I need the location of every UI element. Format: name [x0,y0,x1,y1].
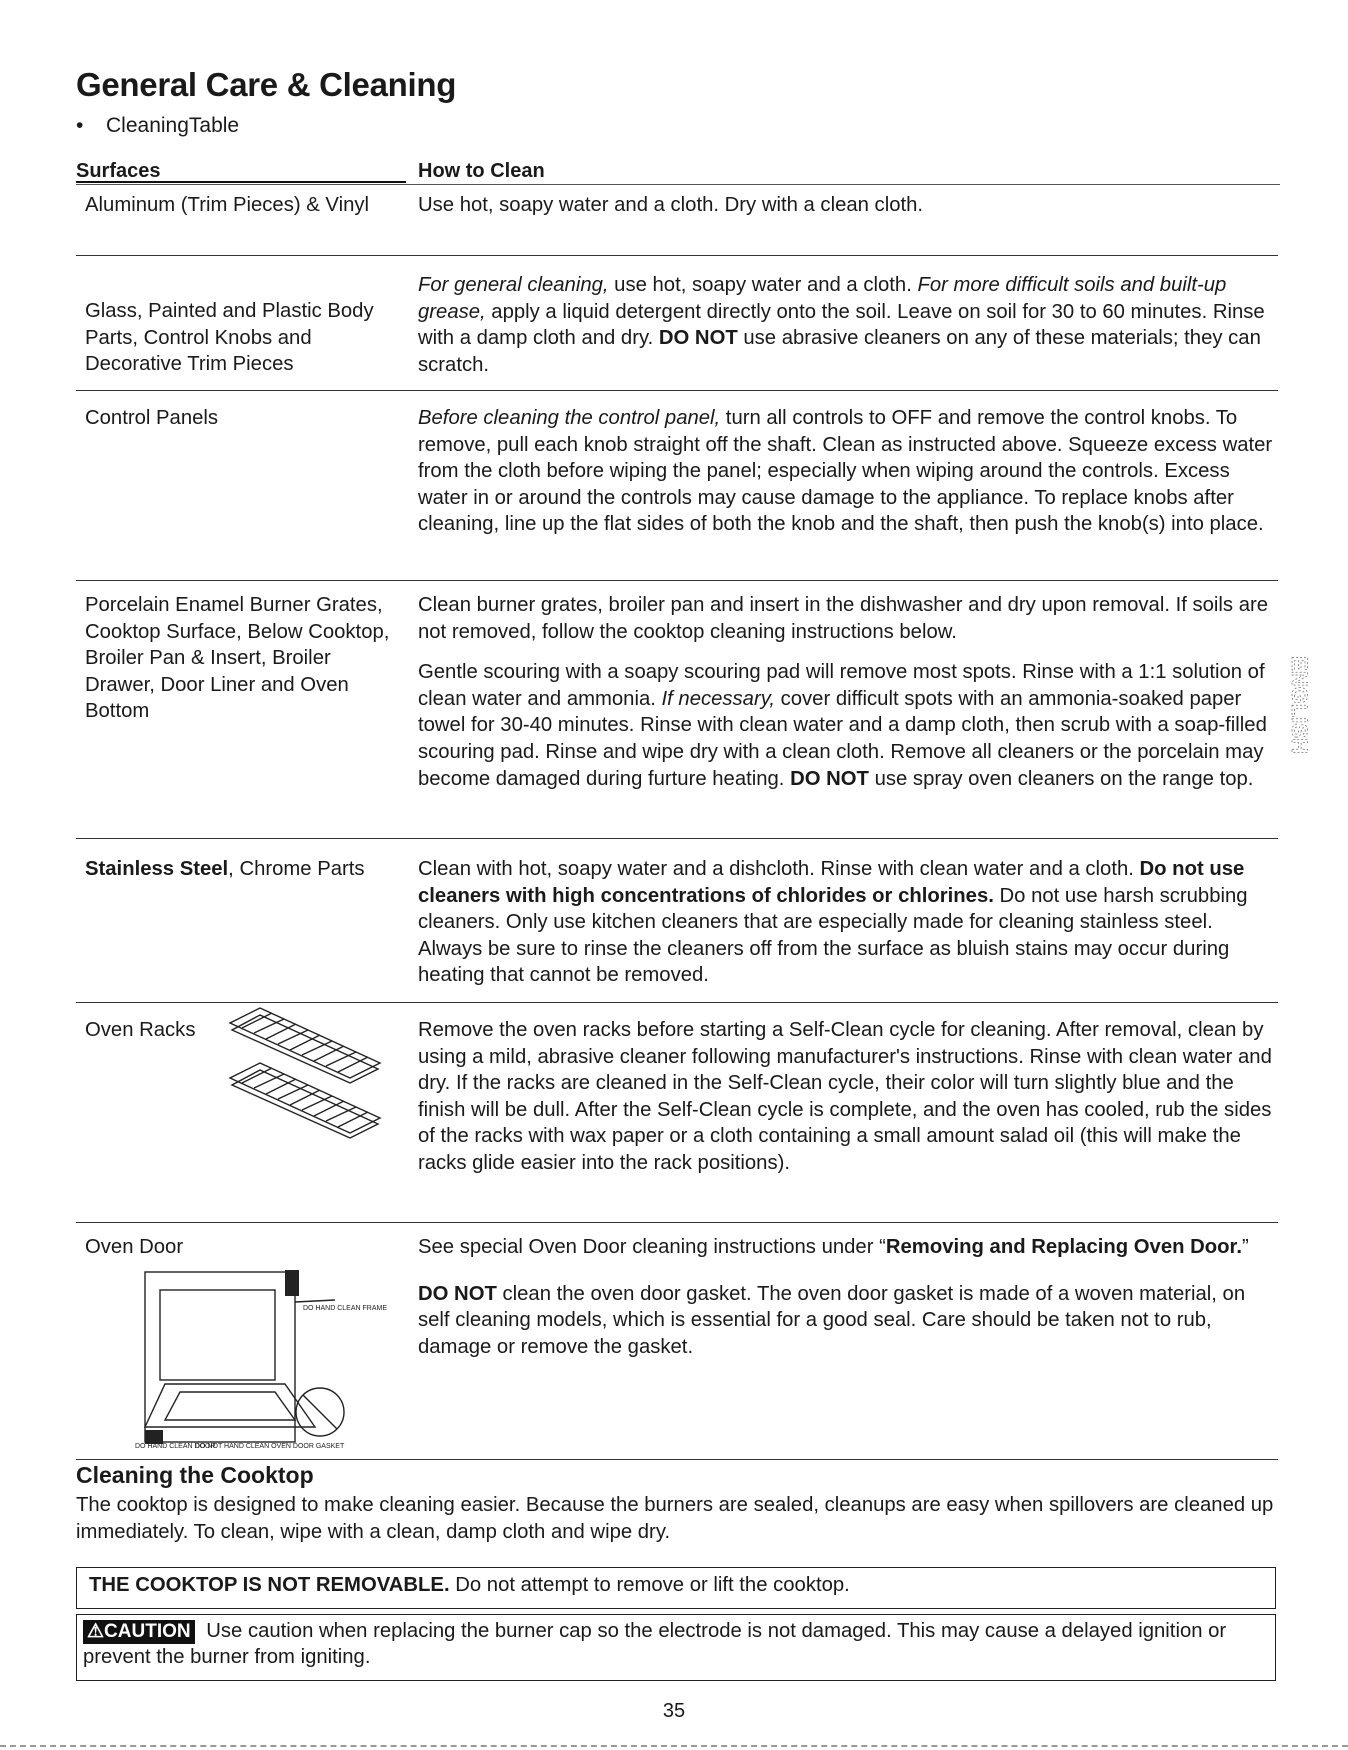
row-porcelain-how [418,592,1278,792]
row-divider [76,390,1278,391]
oven-racks-illustration [220,1003,390,1148]
paragraph [418,1234,1278,1261]
bold-phrase: Removing and Replacing Oven Door. [885,1236,1242,1258]
text-run: clean the oven door gasket. The oven door gasket is made of a woven material, on self cleaning models, which is essential for a good seal. Care should be taken not to rub, damage or remove the gasket. [418,1282,1246,1358]
text-run: cover difficult spots with an ammonia-soaked paper towel for 30-40 minutes. Rinse with clean water and a damp cloth, then scrub with a soap-filled scouring pad. Rinse and wipe dry with a clean cloth. Remove all cleaners or the porcelain may become damaged during furture heating. [418,687,1267,790]
page-number: 35 [662,1700,686,1722]
bold-phrase: DO NOT [790,767,869,790]
header-surfaces: Surfaces [76,160,161,182]
row-aluminum-surface: Aluminum (Trim Pieces) & Vinyl [85,194,369,216]
row-aluminum-how: Use hot, soapy water and a cloth. Dry with a clean cloth. [418,194,924,216]
header-underline [76,181,406,183]
bullet-label: CleaningTable [106,114,240,137]
page-title: General Care & Cleaning [76,66,457,103]
row-glass-surface: Glass, Painted and Plastic Body Parts, Control Knobs and Decorative Trim Pieces [85,300,374,376]
text-run: , Chrome Parts [228,858,365,880]
italic-phrase: For general cleaning, [418,274,609,296]
cooktop-body: The cooktop is designed to make cleaning easier. Because the burners are sealed, cleanups are easy when spillovers are cleaned up immediately. To clean, wipe with a clean, damp cloth and wipe dry. [76,1494,1274,1543]
text-run: apply a liquid detergent directly onto the soil. Leave on soil for 30 to 60 minutes. Rinse with a damp cloth and dry. [418,300,1265,350]
row-oven-door-surface: Oven Door [85,1236,184,1258]
warning-triangle-icon: ⚠ [87,1621,105,1642]
row-control-panels-how [418,405,1278,538]
bold-phrase: DO NOT [418,1282,497,1305]
bold-phrase: Stainless Steel [85,858,229,880]
row-divider [76,838,1278,839]
italic-phrase: If necessary, [661,687,775,710]
page-bottom-rule [0,1745,1348,1747]
notice-bold: THE COOKTOP IS NOT REMOVABLE. [89,1574,450,1596]
paragraph [418,659,1278,792]
caution-box [76,1614,1276,1681]
text-run: See special Oven Door cleaning instructions under “ [418,1236,886,1258]
caution-badge [83,1620,195,1644]
caution-text: Use caution when replacing the burner cap so the electrode is not damaged. This may cause a delayed ignition or prevent the burner from igniting. [83,1620,1227,1668]
row-divider [76,580,1278,581]
row-oven-racks-surface: Oven Racks [85,1019,196,1041]
header-how-to-clean: How to Clean [418,160,545,182]
header-rule [76,184,1280,185]
bullet-dot: • [76,114,84,137]
row-divider [76,1459,1278,1460]
text-run: ” [1241,1236,1249,1258]
row-stainless-how [418,856,1278,989]
bold-phrase: DO NOT [658,327,738,350]
row-glass-how [418,272,1278,378]
text-run: Do not use harsh scrubbing cleaners. Only use kitchen cleaners that are especially made for cleaning stainless steel. Always be sure to rinse the cleaners off from the surface as bluish stains may occur during heating that cannot be removed. [418,884,1248,987]
text-run: Clean with hot, soapy water and a dishcloth. Rinse with clean water and a cloth. [418,858,1140,880]
row-divider [76,1222,1278,1223]
label-frame: DO HAND CLEAN FRAME [303,1305,388,1312]
notice-text: Do not attempt to remove or lift the cooktop. [449,1574,850,1596]
text-run: turn all controls to OFF and remove the control knobs. To remove, pull each knob straight off the shaft. Clean as instructed above. Squeeze excess water from the cloth before wiping the panel; especially when wiping around the controls. Excess water in or around the controls may cause damage to the appliance. To replace knobs after cleaning, line up the flat sides of both the knob and the shaft, then push the knob(s) into place. [418,407,1273,536]
row-divider [76,255,1278,256]
paragraph [418,1281,1278,1361]
row-oven-racks-how: Remove the oven racks before starting a Self-Clean cycle for cleaning. After removal, clean by using a mild, abrasive cleaner following manufacturer's instructions. Rinse with clean water and dry. If the racks are cleaned in the Self-Clean cycle, their color will turn slightly blue and the finish will be dull. After the Self-Clean cycle is complete, and the oven has cooled, rub the sides of the racks with wax paper or a cloth containing a small amount salad oil (this will make the racks glide easier into the rack positions). [418,1019,1272,1174]
svg-text:ENGLISH: ENGLISH [1287,656,1312,754]
text-run: Gentle scouring with a soapy scouring pad will remove most spots. Rinse with a 1:1 solution of clean water and ammonia. [418,661,1265,710]
row-porcelain-surface: Porcelain Enamel Burner Grates, Cooktop Surface, Below Cooktop, Broiler Pan & Insert, Broiler Drawer, Door Liner and Oven Bottom [85,594,390,723]
caution-label: CAUTION [104,1621,191,1642]
row-oven-door-how [418,1234,1278,1360]
row-stainless-surface [85,856,405,883]
section-title-cooktop: Cleaning the Cooktop [76,1462,314,1488]
italic-phrase: Before cleaning the control panel, [418,407,721,429]
bullet-item [76,114,239,138]
oven-door-illustration [135,1262,388,1452]
text-run: use spray oven cleaners on the range top. [868,767,1254,790]
label-door: DO HAND CLEAN DOOR [135,1443,216,1450]
notice-box [76,1567,1276,1609]
language-side-tab [1278,625,1312,785]
row-control-panels-surface: Control Panels [85,407,219,429]
text-run: use abrasive cleaners on any of these materials; they can scratch. [418,327,1261,376]
paragraph: Clean burner grates, broiler pan and insert in the dishwasher and dry upon removal. If soils are not removed, follow the cooktop cleaning instructions below. [418,594,1269,643]
text-run: use hot, soapy water and a cloth. [608,274,918,296]
label-gasket: DO NOT HAND CLEAN OVEN DOOR GASKET [195,1443,345,1450]
bold-phrase: Do not use cleaners with high concentrations of chlorides or chlorines. [418,858,1245,907]
italic-phrase: For more difficult soils and built-up grease, [418,274,1227,323]
